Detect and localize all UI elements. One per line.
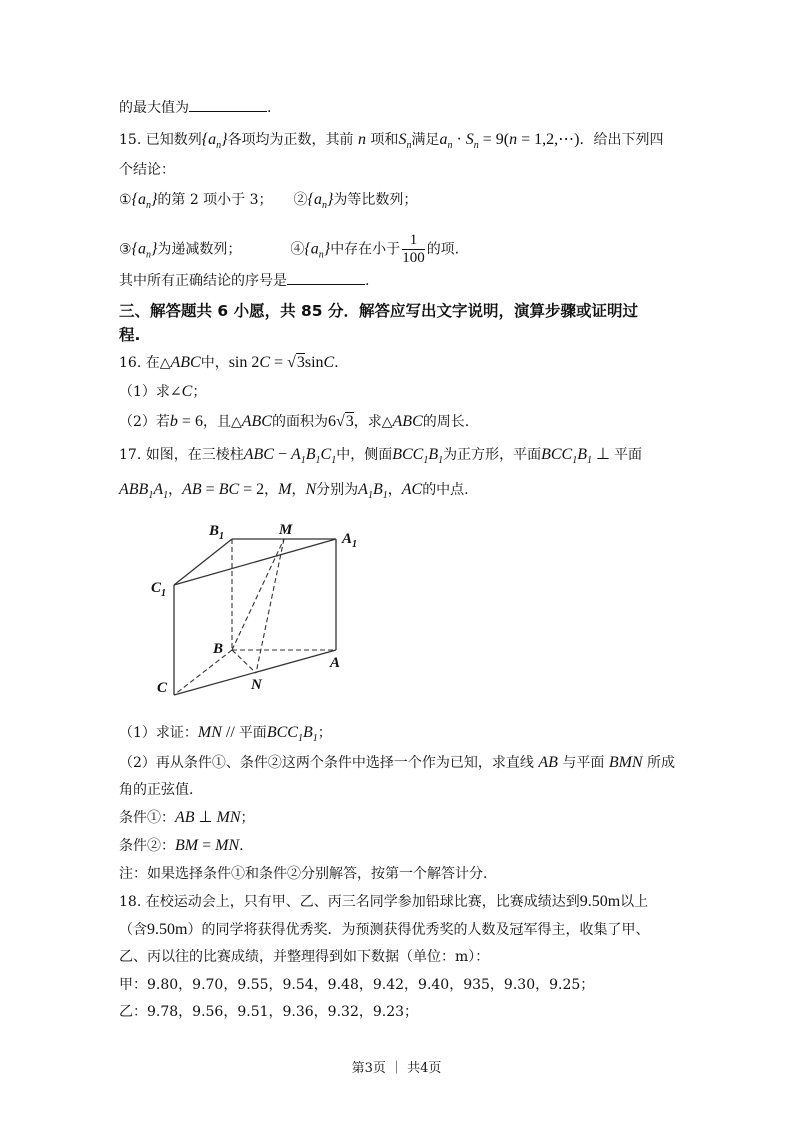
text: 注：如果选择条件①和条件②分别解答，按第一个解答计分. [119, 866, 488, 882]
math-variable: AC [401, 481, 423, 498]
edge-b-c [174, 650, 232, 695]
text-line [119, 353, 348, 373]
text-line [119, 130, 663, 156]
text: ① [119, 192, 132, 208]
label-n: N [251, 677, 262, 693]
subscript: n [473, 140, 479, 151]
math-variable: } [326, 191, 334, 208]
text: ．给出下列四 [579, 132, 664, 148]
segment-m-n [256, 539, 284, 673]
math-text: 6 [327, 413, 336, 430]
text: 个结论： [119, 162, 175, 178]
fraction-denominator: 100 [402, 250, 425, 266]
text: ； [317, 725, 332, 741]
math-variable: } [323, 240, 331, 258]
section-heading: 三、解答题共 6 小愿，共 85 分．解答应写出文字说明，演算步骤或证明过 [119, 302, 638, 320]
text: ． [334, 355, 349, 371]
math-variable: ABB [119, 481, 149, 498]
subscript: 1 [382, 490, 388, 501]
page-footer: 第3页 ｜ 共4页 [351, 1061, 442, 1076]
text: 满足 [411, 132, 440, 148]
text: 角的正弦值. [119, 782, 194, 798]
math-text: − [273, 446, 291, 463]
subscript: 1 [163, 490, 169, 501]
text-line [119, 780, 193, 800]
math-variable: A [153, 481, 164, 498]
math-text: · [452, 131, 466, 148]
math-variable: MN [216, 809, 241, 826]
math-variable: C [259, 354, 271, 371]
subscript: 1 [367, 490, 373, 501]
text: 的面积为 [271, 414, 328, 430]
math-variable: ABC [243, 446, 274, 463]
math-variable: n [509, 131, 518, 148]
label-m: M [279, 522, 293, 538]
subscript: 1 [300, 455, 306, 466]
subscript: 1 [438, 455, 444, 466]
math-variable: C [320, 446, 332, 463]
subscript: n [406, 140, 412, 151]
text: 条件①： [119, 810, 175, 826]
fraction-numerator: 1 [402, 232, 425, 250]
math-variable: } [150, 191, 158, 208]
text: 平面 [613, 447, 642, 463]
math-variable: C [181, 383, 193, 400]
text: 乙、丙以往的比赛成绩，并整理得到如下数据（单位：m）： [119, 949, 490, 965]
text: （2）再从条件①、条件②这两个条件中选择一个作为已知，求直线 [119, 755, 539, 771]
math-variable: A [358, 481, 368, 498]
label-c: C [157, 680, 168, 696]
text: 项和 [365, 132, 399, 148]
math-variable: } [221, 131, 228, 148]
text: 以上 [620, 894, 649, 910]
subscript: n [447, 140, 453, 151]
text: ； [240, 810, 255, 826]
math-text: sin 2 [228, 354, 260, 371]
math-variable: ABC [170, 354, 201, 371]
text-line [119, 301, 638, 322]
math-variable: {a [131, 240, 146, 258]
math-variable: B [302, 724, 313, 741]
math-variable: BMN [608, 754, 643, 771]
subscript: 1 [297, 733, 303, 744]
math-variable: AB [538, 754, 558, 771]
radicand: 3 [345, 413, 354, 430]
text: ，且△ [202, 414, 242, 430]
text: 中，侧面 [336, 447, 393, 463]
text-line [119, 723, 332, 749]
math-text: 9.50m [579, 893, 621, 910]
math-text: = [201, 481, 219, 498]
text: 的第 2 项小于 3； ② [157, 192, 308, 208]
subscript: n [145, 200, 151, 211]
math-variable: } [150, 240, 158, 258]
text-line [119, 190, 417, 216]
text-line [119, 864, 487, 884]
math-variable: BM [175, 837, 199, 854]
segment-b-m [232, 539, 284, 650]
square-root: √3 [335, 413, 354, 430]
math-variable: b [169, 413, 178, 430]
edge-c1-b1 [174, 539, 232, 585]
text: 为正方形，平面 [443, 447, 542, 463]
math-variable: ABC [392, 413, 423, 430]
text: . [267, 100, 272, 116]
math-variable: BCC [266, 724, 298, 741]
text: 的中点. [422, 482, 469, 498]
text-line [119, 808, 254, 828]
text: 的项. [426, 241, 460, 258]
text-line [119, 892, 648, 912]
math-variable: S [465, 131, 474, 148]
math-text: ⊥ [592, 446, 614, 463]
text: 分别为 [316, 482, 359, 498]
text-line [119, 947, 489, 967]
text: 中， [200, 355, 229, 371]
text: （1）求∠ [119, 384, 182, 400]
math-variable: {a [201, 131, 217, 148]
math-text: = 1,2,⋯) [517, 131, 580, 148]
subscript: n [321, 200, 327, 211]
math-variable: B [428, 446, 439, 463]
math-variable: B [305, 446, 316, 463]
math-variable: M [278, 481, 292, 498]
label-a1: $A_1$ [342, 531, 358, 550]
text-line [119, 445, 642, 471]
subscript: n [216, 140, 222, 151]
text-line [119, 382, 206, 402]
math-text: = 9( [478, 131, 510, 148]
subscript: 1 [423, 455, 429, 466]
label-a: A [330, 655, 341, 671]
text: （2）若 [119, 414, 170, 430]
math-text: = [198, 837, 216, 854]
math-variable: {a [307, 191, 322, 208]
text: 的周长. [422, 414, 470, 430]
text: 17. 如图，在三棱柱 [119, 447, 244, 463]
math-variable: MN [197, 724, 222, 741]
text: 为等比数列； [333, 192, 418, 208]
math-text: sin [304, 354, 324, 371]
subscript: 1 [331, 455, 337, 466]
text: 与平面 [557, 755, 609, 771]
math-variable: A [290, 446, 301, 463]
text: （1）求证： [119, 725, 198, 741]
label-c1: $C_1$ [151, 580, 167, 599]
text: 15. 已知数列 [119, 132, 202, 148]
text-line [119, 753, 675, 773]
text: 为递减数列； ④ [157, 241, 305, 258]
math-variable: C [323, 354, 335, 371]
text: 中存在小于 [330, 241, 401, 258]
section-heading: 程. [119, 326, 141, 344]
square-root: √3 [287, 354, 305, 371]
text: 甲：9.80，9.70，9.55，9.54，9.48，9.42，9.40，935，9.30，9.25； [119, 977, 595, 993]
text: . [365, 273, 370, 289]
answer-blank [287, 270, 365, 285]
text: 其中所有正确结论的序号是 [119, 273, 287, 289]
text: 18. 在校运动会上，只有甲、乙、丙三名同学参加铅球比赛，比赛成绩达到 [119, 894, 580, 910]
math-variable: BCC [392, 446, 424, 463]
text: （含 [119, 922, 147, 938]
subscript: n [318, 249, 324, 261]
math-variable: B [372, 481, 383, 498]
text: 各项均为正数，其前 [227, 132, 358, 148]
text-line [119, 412, 469, 432]
math-variable: ABC [241, 413, 272, 430]
math-text: ⊥ [194, 809, 217, 826]
label-b1: $B_1$ [209, 523, 225, 542]
math-variable: B [577, 446, 588, 463]
text: ， [387, 482, 402, 498]
subscript: 1 [572, 455, 578, 466]
text: 的最大值为 [119, 100, 189, 116]
text-line [119, 1002, 418, 1022]
text-line [119, 480, 469, 506]
text: ）的同学将获得优秀奖．为预测获得优秀奖的人数及冠军得主，收集了甲、 [187, 922, 650, 938]
text-line [119, 160, 175, 180]
math-text: // [221, 724, 239, 741]
answer-blank [189, 97, 267, 112]
text: ， [168, 482, 183, 498]
text-line [119, 920, 649, 940]
text-line [119, 232, 459, 267]
math-variable: BCC [541, 446, 573, 463]
text: ③ [119, 241, 132, 258]
segment-b-n [232, 650, 256, 673]
subscript: 1 [148, 490, 154, 501]
text: ， [291, 482, 306, 498]
text: ， [264, 482, 279, 498]
subscript: 1 [587, 455, 593, 466]
text: 16. 在△ [119, 355, 171, 371]
subscript: 1 [315, 455, 321, 466]
math-variable: N [305, 481, 317, 498]
edge-c1-a1 [174, 539, 336, 585]
text: 条件②： [119, 838, 175, 854]
math-variable: {a [304, 240, 319, 258]
fraction [402, 232, 425, 267]
label-b: B [213, 641, 224, 657]
subscript: n [145, 249, 151, 261]
text-line [119, 325, 140, 346]
math-text: 9.50m [147, 921, 188, 938]
text-line [119, 270, 369, 291]
text-line [119, 836, 244, 856]
text: ； [192, 384, 207, 400]
math-text: = 2 [239, 481, 265, 498]
math-variable: S [398, 131, 407, 148]
math-variable: BC [218, 481, 240, 498]
text: 乙：9.78，9.56，9.51，9.36，9.32，9.23； [119, 1004, 419, 1020]
math-text: = 6 [177, 413, 203, 430]
triangular-prism-figure [145, 515, 365, 700]
math-variable: AB [182, 481, 202, 498]
math-variable: n [357, 131, 366, 148]
text: ，求△ [353, 414, 393, 430]
math-text: = [270, 354, 288, 371]
text: . [239, 838, 244, 854]
text-line [119, 97, 271, 118]
math-variable: {a [131, 191, 146, 208]
math-variable: a [439, 131, 448, 148]
radicand: 3 [296, 354, 305, 371]
text-line [119, 975, 594, 995]
text: 所成 [642, 755, 676, 771]
subscript: 1 [312, 733, 318, 744]
math-variable: MN [215, 837, 240, 854]
text: 平面 [238, 725, 267, 741]
math-variable: AB [175, 809, 195, 826]
